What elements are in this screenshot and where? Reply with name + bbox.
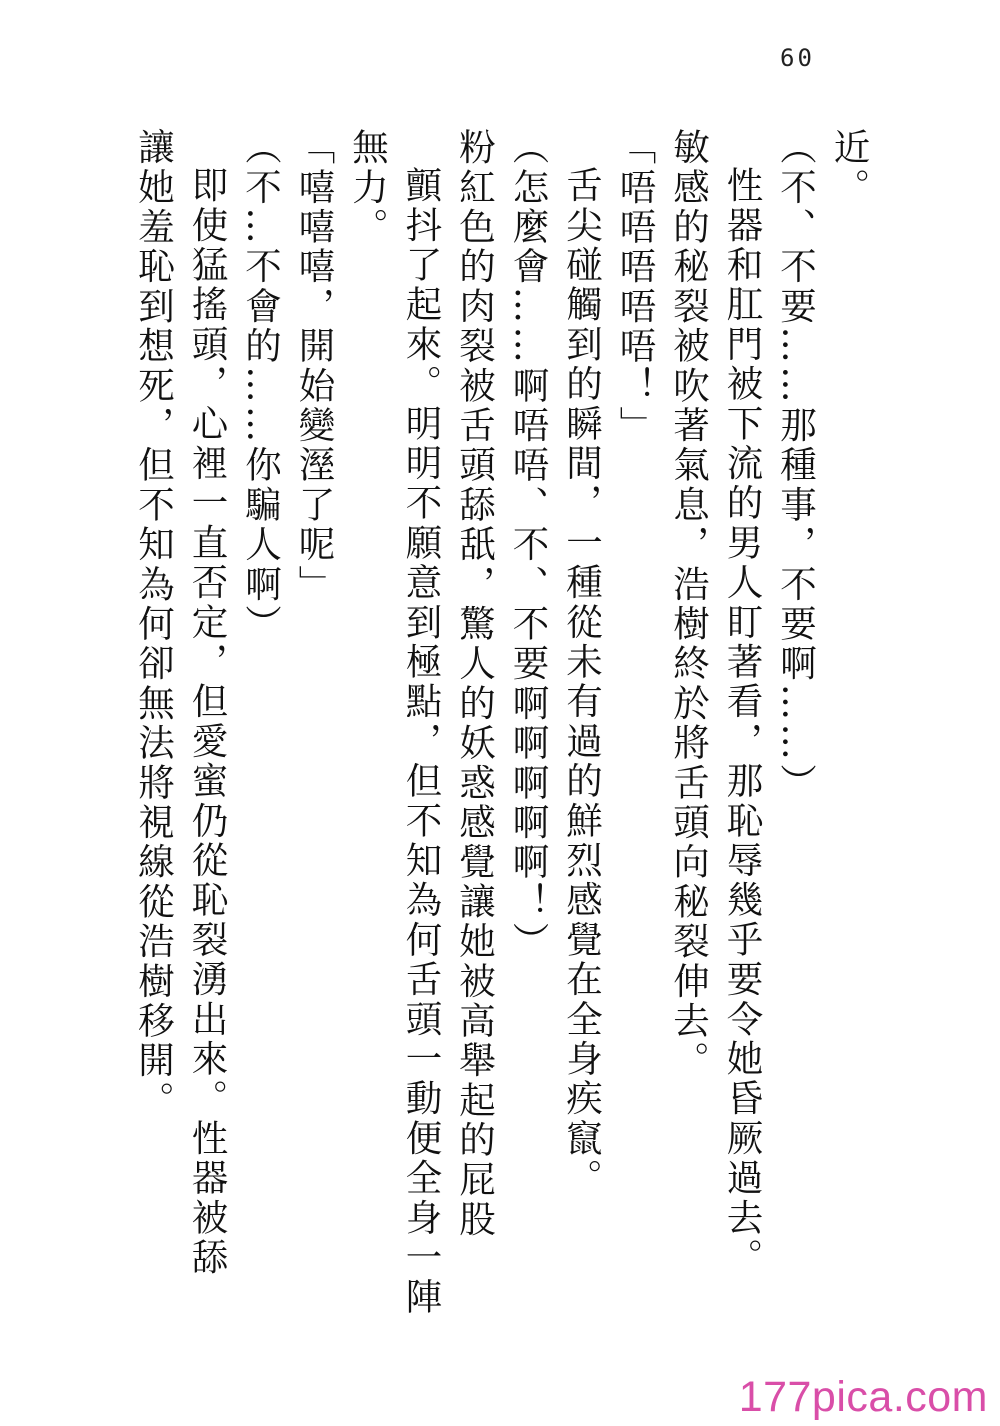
text-line: 性器和肛門被下流的男人盯著看，那恥辱幾乎要令她昏厥過去。 — [721, 166, 764, 1278]
text-line: 近。 — [828, 128, 871, 208]
text-line: 粉紅色的肉裂被舌頭舔舐，驚人的妖惑感覺讓她被高舉起的屁股 — [453, 128, 497, 1240]
watermark-text: 177pica.com — [738, 1373, 988, 1421]
text-line: 敏感的秘裂被吹著氣息，浩樹終於將舌頭向秘裂伸去。 — [667, 128, 711, 1081]
text-line: 讓她羞恥到想死，但不知為何卻無法將視線從浩樹移開。 — [132, 128, 176, 1121]
text-line: （不…不會的……你騙人啊） — [239, 128, 283, 645]
text-line: 「嘻嘻嘻，開始變溼了呢」 — [293, 128, 336, 605]
text-line: 「唔唔唔唔唔！」 — [614, 128, 657, 446]
text-line: （怎麼會……啊唔唔、不、不要啊啊啊啊啊！） — [507, 128, 550, 962]
page-number: 60 — [780, 44, 815, 72]
text-line: 顫抖了起來。明明不願意到極點，但不知為何舌頭一動便全身一陣 — [400, 166, 443, 1318]
text-line: 舌尖碰觸到的瞬間，一種從未有過的鮮烈感覺在全身疾竄。 — [560, 166, 604, 1199]
text-line: 無力。 — [346, 128, 390, 248]
vertical-text-body — [127, 128, 876, 1328]
text-line: 即使猛搖頭，心裡一直否定，但愛蜜仍從恥裂湧出來。性器被舔 — [186, 166, 229, 1278]
text-line: （不、不要……那種事，不要啊……） — [774, 128, 818, 803]
